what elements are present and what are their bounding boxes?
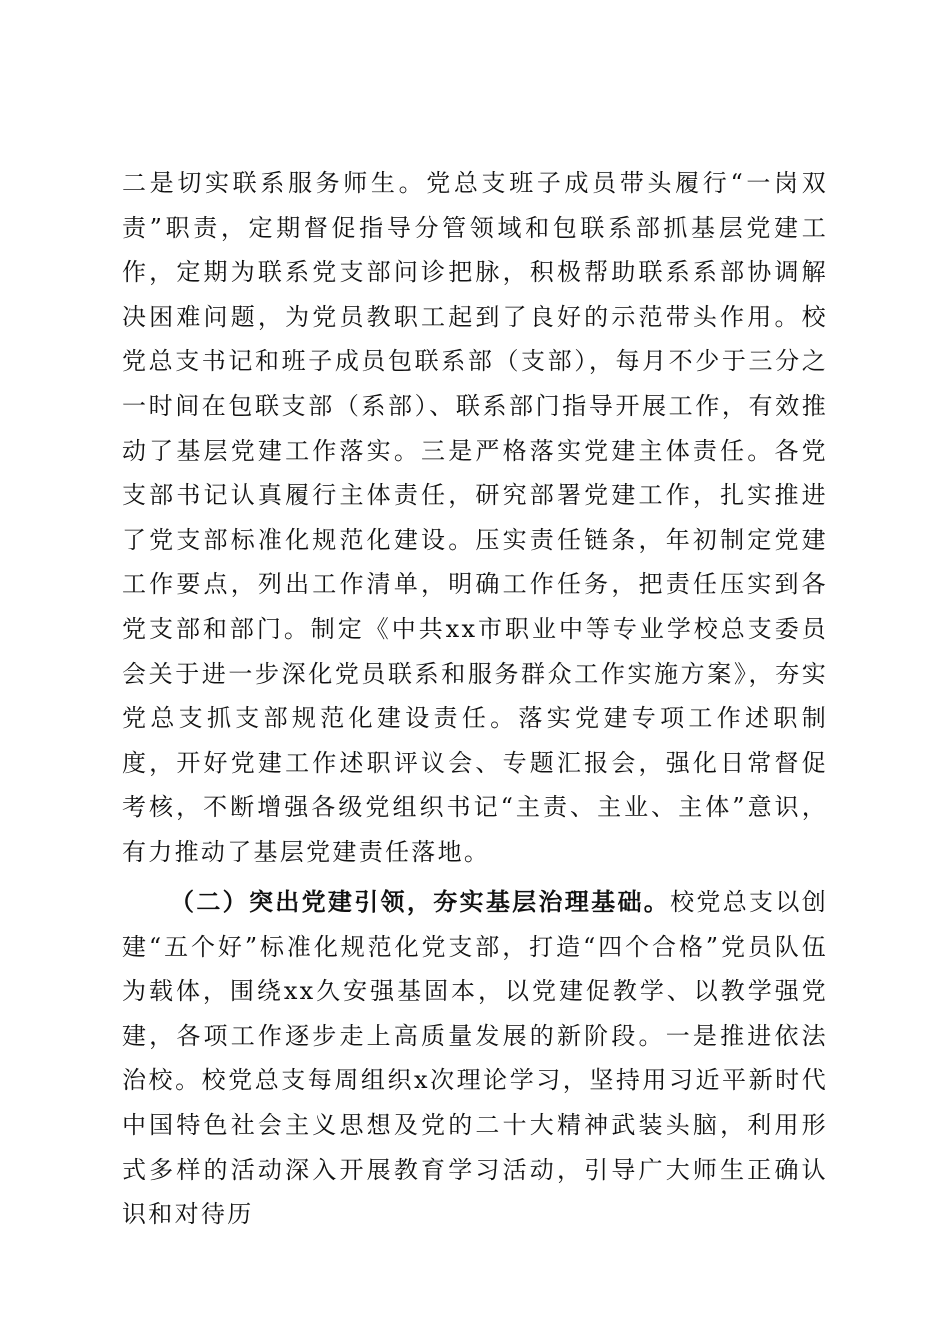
paragraph-body: 校党总支以创建“五个好”标准化规范化党支部，打造“四个合格”党员队伍为载体，围绕xx久安强基固本，以党建促教学、以教学强党建，各项工作逐步走上高质量发展的新阶段。一是推进依法治校。校党总支每周组织x次理论学习，坚持用习近平新时代中国特色社会主义思想及党的二十大精神武装头脑，利用形式多样的活动深入开展教育学习活动，引导广大师生正确认识和对待历 (122, 888, 828, 1229)
section-heading-two: （二）突出党建引领，夯实基层治理基础。 (170, 887, 671, 916)
paragraph-party-service: 二是切实联系服务师生。党总支班子成员带头履行“一岗双责”职责，定期督促指导分管领域和包联系部抓基层党建工作，定期为联系党支部问诊把脉，积极帮助联系系部协调解决困难问题，为党员教职工起到了良好的示范带头作用。校党总支书记和班子成员包联系部（支部），每月不少于三分之一时间在包联支部（系部）、联系部门指导开展工作，有效推动了基层党建工作落实。三是严格落实党建主体责任。各党支部书记认真履行主体责任，研究部署党建工作，扎实推进了党支部标准化规范化建设。压实责任链条，年初制定党建工作要点，列出工作清单，明确工作任务，把责任压实到各党支部和部门。制定《中共xx市职业中等专业学校总支委员会关于进一步深化党员联系和服务群众工作实施方案》，夯实党总支抓支部规范化建设责任。落实党建专项工作述职制度，开好党建工作述职评议会、专题汇报会，强化日常督促考核，不断增强各级党组织书记“主责、主业、主体”意识，有力推动了基层党建责任落地。 (122, 169, 828, 866)
paragraph-party-leadership (122, 880, 828, 1237)
